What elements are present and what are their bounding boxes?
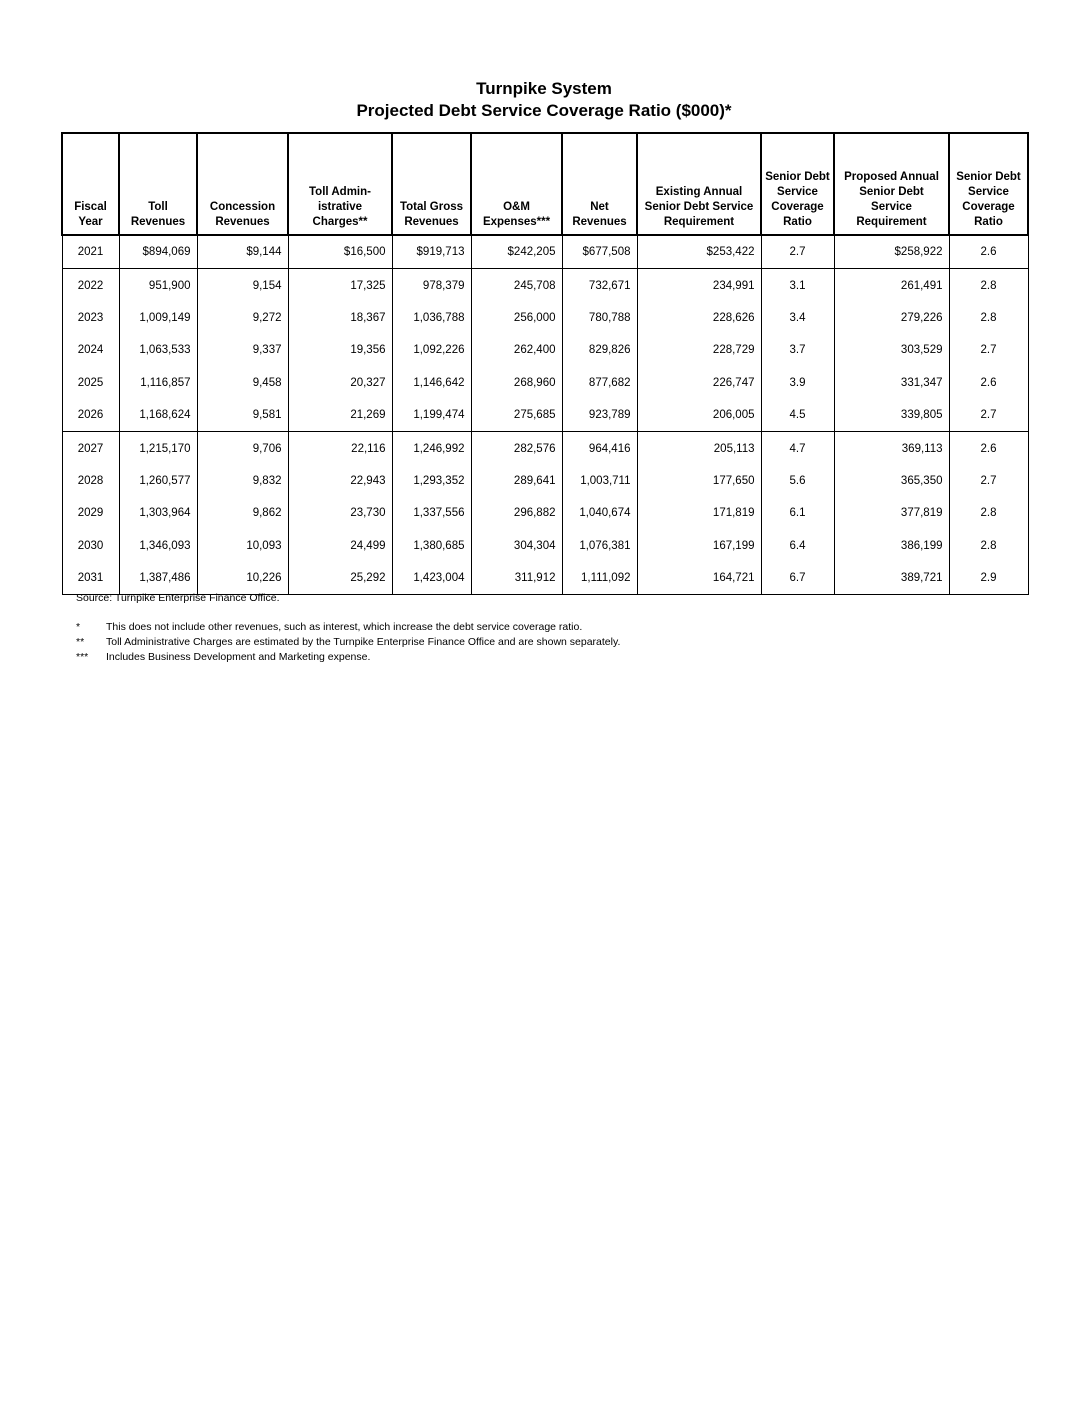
table-cell: 22,943 [288, 465, 392, 497]
footnote-text: Toll Administrative Charges are estimated by the Turnpike Enterprise Finance Office and are shown separately. [106, 636, 621, 648]
table-cell: 234,991 [637, 269, 761, 302]
table-cell: 177,650 [637, 465, 761, 497]
table-cell: 377,819 [834, 497, 949, 529]
table-cell: 9,154 [197, 269, 288, 302]
table-header-row [62, 133, 1028, 235]
table-cell: $919,713 [392, 235, 471, 269]
table-cell: 951,900 [119, 269, 197, 302]
table-cell: $16,500 [288, 235, 392, 269]
table-cell: 3.9 [761, 367, 834, 399]
table-cell: 1,076,381 [562, 530, 637, 562]
table-cell: 1,346,093 [119, 530, 197, 562]
table-cell: 5.6 [761, 465, 834, 497]
header-fiscal-year: Fiscal Year [62, 133, 119, 235]
table-cell: 311,912 [471, 562, 562, 595]
table-cell: 2025 [62, 367, 119, 399]
table-cell: 1,092,226 [392, 334, 471, 366]
table-cell: 1,423,004 [392, 562, 471, 595]
table-row [62, 399, 1028, 432]
table-cell: 164,721 [637, 562, 761, 595]
table-cell: 1,387,486 [119, 562, 197, 595]
table-cell: 6.7 [761, 562, 834, 595]
table-cell: $242,205 [471, 235, 562, 269]
footnote-text: Includes Business Development and Marketing expense. [106, 651, 371, 663]
table-cell: 21,269 [288, 399, 392, 432]
table-cell: 245,708 [471, 269, 562, 302]
table-cell: 389,721 [834, 562, 949, 595]
table-cell: 23,730 [288, 497, 392, 529]
footnote-text: This does not include other revenues, such as interest, which increase the debt service coverage ratio. [106, 621, 583, 633]
header-concession-revenues: Concession Revenues [197, 133, 288, 235]
table-cell: 2.6 [949, 432, 1028, 465]
table-cell: 268,960 [471, 367, 562, 399]
table-cell: 17,325 [288, 269, 392, 302]
table-cell: 256,000 [471, 302, 562, 334]
footnote-mark: * [76, 621, 81, 633]
table-row [62, 562, 1028, 595]
table-cell: 10,093 [197, 530, 288, 562]
table-cell: $258,922 [834, 235, 949, 269]
table-cell: 6.4 [761, 530, 834, 562]
table-cell: 2030 [62, 530, 119, 562]
table-cell: 25,292 [288, 562, 392, 595]
table-cell: 1,199,474 [392, 399, 471, 432]
table-cell: 9,832 [197, 465, 288, 497]
table-cell: 2023 [62, 302, 119, 334]
table-cell: 228,626 [637, 302, 761, 334]
header-proposed-debt-service: Proposed Annual Senior Debt Service Requirement [834, 133, 949, 235]
table-cell: 2022 [62, 269, 119, 302]
header-toll-admin-charges: Toll Admin-istrative Charges** [288, 133, 392, 235]
table-cell: 2.6 [949, 367, 1028, 399]
header-om-expenses: O&M Expenses*** [471, 133, 562, 235]
footnotes [76, 620, 620, 665]
table-cell: 2026 [62, 399, 119, 432]
table-cell: 6.1 [761, 497, 834, 529]
table-cell: 24,499 [288, 530, 392, 562]
table-cell: 3.7 [761, 334, 834, 366]
table-cell: 780,788 [562, 302, 637, 334]
table-cell: 2.7 [949, 465, 1028, 497]
table-cell: 2024 [62, 334, 119, 366]
table-cell: 296,882 [471, 497, 562, 529]
table-cell: 829,826 [562, 334, 637, 366]
notes-section [76, 591, 620, 665]
table-cell: 3.4 [761, 302, 834, 334]
table-cell: 1,260,577 [119, 465, 197, 497]
table-cell: 2.6 [949, 235, 1028, 269]
footnote [76, 635, 620, 650]
table-cell: 206,005 [637, 399, 761, 432]
table-cell: 1,063,533 [119, 334, 197, 366]
table-cell: 732,671 [562, 269, 637, 302]
table-row [62, 235, 1028, 269]
table-cell: 303,529 [834, 334, 949, 366]
table-cell: $677,508 [562, 235, 637, 269]
table-cell: 226,747 [637, 367, 761, 399]
table-cell: 9,581 [197, 399, 288, 432]
table-cell: 1,337,556 [392, 497, 471, 529]
header-net-revenues: Net Revenues [562, 133, 637, 235]
table-cell: 2.7 [949, 334, 1028, 366]
table-cell: 1,146,642 [392, 367, 471, 399]
table-cell: 339,805 [834, 399, 949, 432]
table-cell: 261,491 [834, 269, 949, 302]
table-row [62, 269, 1028, 302]
table-cell: 304,304 [471, 530, 562, 562]
table-cell: 877,682 [562, 367, 637, 399]
table-row [62, 302, 1028, 334]
table-cell: 9,706 [197, 432, 288, 465]
table-cell: 289,641 [471, 465, 562, 497]
table-cell: 2027 [62, 432, 119, 465]
page-title [0, 78, 1088, 122]
table-cell: 1,168,624 [119, 399, 197, 432]
table-cell: 2.8 [949, 530, 1028, 562]
table-row [62, 465, 1028, 497]
table-row [62, 530, 1028, 562]
table-cell: 2.8 [949, 497, 1028, 529]
table-cell: 369,113 [834, 432, 949, 465]
table-cell: $253,422 [637, 235, 761, 269]
table-cell: 2028 [62, 465, 119, 497]
table-cell: 9,458 [197, 367, 288, 399]
table-cell: 2.8 [949, 269, 1028, 302]
footnote-mark: ** [76, 636, 85, 648]
footnote [76, 650, 620, 665]
table-cell: 9,862 [197, 497, 288, 529]
table-cell: 1,380,685 [392, 530, 471, 562]
table-cell: 923,789 [562, 399, 637, 432]
header-existing-debt-service: Existing Annual Senior Debt Service Requirement [637, 133, 761, 235]
table-cell: 4.5 [761, 399, 834, 432]
table-cell: 9,272 [197, 302, 288, 334]
table-cell: 275,685 [471, 399, 562, 432]
table-body [62, 235, 1028, 595]
table-cell: 1,303,964 [119, 497, 197, 529]
table-cell: 282,576 [471, 432, 562, 465]
table-cell: 2021 [62, 235, 119, 269]
table-cell: 386,199 [834, 530, 949, 562]
table-row [62, 497, 1028, 529]
table-cell: 1,116,857 [119, 367, 197, 399]
table-cell: 978,379 [392, 269, 471, 302]
table-cell: 171,819 [637, 497, 761, 529]
table-cell: 331,347 [834, 367, 949, 399]
table-cell: $894,069 [119, 235, 197, 269]
table-cell: 2.7 [761, 235, 834, 269]
table-cell: 10,226 [197, 562, 288, 595]
table-cell: 2029 [62, 497, 119, 529]
footnote [76, 620, 620, 635]
title-line-2: Projected Debt Service Coverage Ratio ($000)* [356, 101, 732, 120]
header-proposed-coverage-ratio: Senior Debt Service Coverage Ratio [949, 133, 1028, 235]
table-cell: $9,144 [197, 235, 288, 269]
table-cell: 262,400 [471, 334, 562, 366]
table-cell: 964,416 [562, 432, 637, 465]
table-cell: 20,327 [288, 367, 392, 399]
table-cell: 1,009,149 [119, 302, 197, 334]
table-cell: 1,246,992 [392, 432, 471, 465]
header-existing-coverage-ratio: Senior Debt Service Coverage Ratio [761, 133, 834, 235]
table-cell: 2.7 [949, 399, 1028, 432]
title-line-1: Turnpike System [476, 79, 612, 98]
table-cell: 228,729 [637, 334, 761, 366]
table-cell: 1,293,352 [392, 465, 471, 497]
table-cell: 1,111,092 [562, 562, 637, 595]
table-cell: 18,367 [288, 302, 392, 334]
table-cell: 2.9 [949, 562, 1028, 595]
table-cell: 19,356 [288, 334, 392, 366]
table-cell: 9,337 [197, 334, 288, 366]
table-cell: 2031 [62, 562, 119, 595]
source-note: Source: Turnpike Enterprise Finance Office. [76, 592, 280, 604]
table-cell: 167,199 [637, 530, 761, 562]
table-cell: 2.8 [949, 302, 1028, 334]
header-toll-revenues: Toll Revenues [119, 133, 197, 235]
table-cell: 365,350 [834, 465, 949, 497]
footnote-mark: *** [76, 651, 89, 663]
table-cell: 3.1 [761, 269, 834, 302]
header-total-gross-revenues: Total Gross Revenues [392, 133, 471, 235]
table-row [62, 367, 1028, 399]
table-cell: 4.7 [761, 432, 834, 465]
table-cell: 1,036,788 [392, 302, 471, 334]
table-cell: 1,040,674 [562, 497, 637, 529]
debt-service-table [61, 132, 1029, 595]
table-cell: 1,003,711 [562, 465, 637, 497]
table-cell: 279,226 [834, 302, 949, 334]
table-row [62, 432, 1028, 465]
table-cell: 1,215,170 [119, 432, 197, 465]
table-row [62, 334, 1028, 366]
table-cell: 205,113 [637, 432, 761, 465]
table-cell: 22,116 [288, 432, 392, 465]
